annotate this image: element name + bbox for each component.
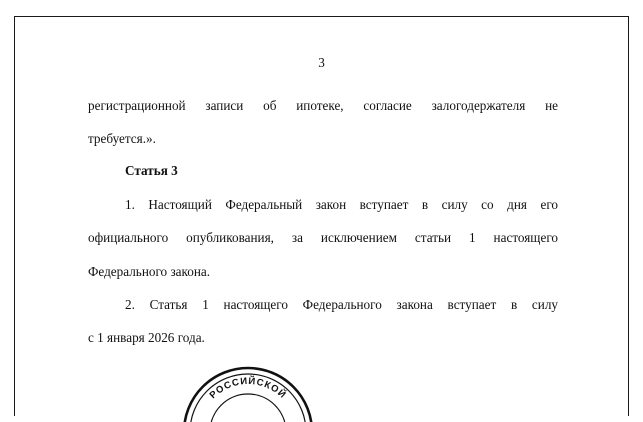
article-heading: Статья 3 xyxy=(125,163,178,178)
paragraph-line: с 1 января 2026 года. xyxy=(88,330,205,345)
paragraph-line: Федерального закона. xyxy=(88,264,211,279)
paragraph-line: требуется.». xyxy=(88,131,156,146)
paragraph-line: регистрационной записи об ипотеке, согласие залогодержателя не xyxy=(88,98,558,113)
paragraph-line: 2. Статья 1 настоящего Федерального закона вступает в силу xyxy=(125,297,558,312)
document-page xyxy=(14,16,629,416)
svg-text:РОССИЙСКОЙ: РОССИЙСКОЙ xyxy=(207,375,289,402)
official-seal-icon xyxy=(178,362,318,422)
page-number: 3 xyxy=(318,55,325,70)
paragraph-line: 1. Настоящий Федеральный закон вступает в силу со дня его xyxy=(125,197,558,212)
paragraph-line: официального опубликования, за исключением статьи 1 настоящего xyxy=(88,230,558,245)
